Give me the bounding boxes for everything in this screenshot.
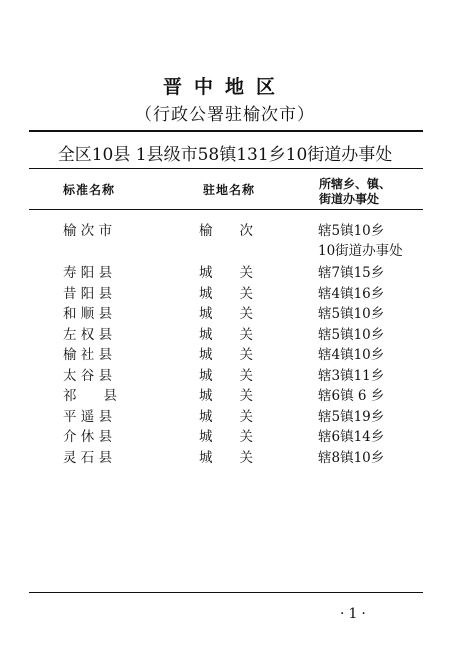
table-row <box>0 261 450 281</box>
seat-name: 城 关 <box>199 265 253 281</box>
county-name: 左 权 县 <box>63 327 113 343</box>
county-name: 平 遥 县 <box>63 409 113 425</box>
seat-name: 城 关 <box>199 306 253 322</box>
divisions: 10街道办事处 <box>318 243 403 259</box>
seat-name: 城 关 <box>199 286 253 302</box>
table-row <box>0 323 450 343</box>
county-name: 昔 阳 县 <box>63 286 113 302</box>
county-name: 和 顺 县 <box>63 306 113 322</box>
county-name: 介 休 县 <box>63 429 113 445</box>
divisions: 辖4镇10乡 <box>318 347 385 363</box>
header-rule <box>29 209 423 210</box>
header-divisions-line1: 所辖乡、镇、 <box>319 177 392 191</box>
county-name: 寿 阳 县 <box>63 265 113 281</box>
page-subtitle: （行政公署驻榆次市） <box>135 105 315 125</box>
seat-name: 城 关 <box>199 388 253 404</box>
county-name: 祁 县 <box>63 388 117 404</box>
summary-rule <box>29 168 423 169</box>
divisions: 辖6镇14乡 <box>318 429 385 445</box>
seat-name: 城 关 <box>199 347 253 363</box>
divisions: 辖4镇16乡 <box>318 286 385 302</box>
region-summary: 全区10县 1县级市58镇131乡10街道办事处 <box>57 145 393 165</box>
table-row <box>0 343 450 363</box>
divisions: 辖5镇10乡 <box>318 223 385 239</box>
table-row <box>0 302 450 322</box>
table-row <box>0 282 450 302</box>
divisions: 辖7镇15乡 <box>318 265 385 281</box>
table-row <box>0 384 450 404</box>
county-name: 太 谷 县 <box>63 368 113 384</box>
divisions: 辖5镇10乡 <box>318 327 385 343</box>
seat-name: 城 关 <box>199 327 253 343</box>
seat-name: 城 关 <box>199 409 253 425</box>
top-rule <box>29 130 423 132</box>
divisions: 辖8镇10乡 <box>318 450 385 466</box>
footer-rule <box>29 592 423 593</box>
page-title: 晋中地区 <box>162 76 287 98</box>
county-name: 榆 社 县 <box>63 347 113 363</box>
table-row <box>0 446 450 466</box>
table-row <box>0 239 450 259</box>
table-row <box>0 364 450 384</box>
page-number: ·1· <box>340 606 370 622</box>
seat-name: 榆 次 <box>199 223 253 239</box>
header-divisions-line2: 街道办事处 <box>319 192 380 206</box>
header-standard-name: 标准名称 <box>63 183 116 197</box>
county-name: 灵 石 县 <box>63 450 113 466</box>
header-seat-name: 驻地名称 <box>203 183 256 197</box>
table-row <box>0 425 450 445</box>
divisions: 辖5镇10乡 <box>318 306 385 322</box>
divisions: 辖3镇11乡 <box>318 368 385 384</box>
county-name: 榆 次 市 <box>63 223 113 239</box>
seat-name: 城 关 <box>199 429 253 445</box>
seat-name: 城 关 <box>199 450 253 466</box>
table-row <box>0 405 450 425</box>
divisions: 辖6镇 6 乡 <box>318 388 385 404</box>
seat-name: 城 关 <box>199 368 253 384</box>
table-row <box>0 219 450 239</box>
divisions: 辖5镇19乡 <box>318 409 385 425</box>
